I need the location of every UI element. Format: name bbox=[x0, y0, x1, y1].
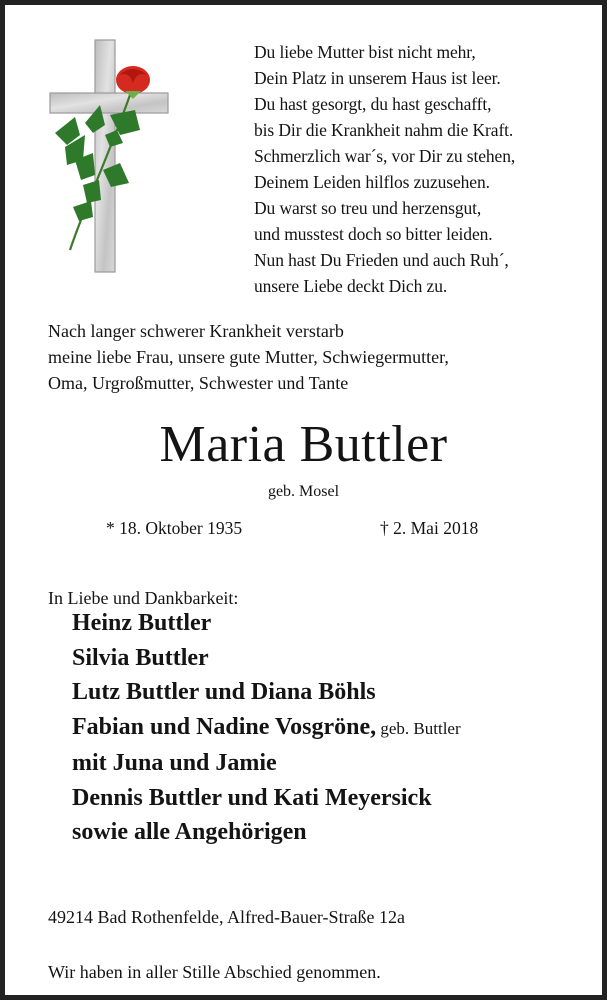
cross-with-rose-icon bbox=[45, 35, 175, 275]
family-member bbox=[72, 815, 461, 850]
family-member bbox=[72, 606, 461, 641]
poem-line: Schmerzlich war´s, vor Dir zu stehen, bbox=[254, 146, 516, 166]
family-list bbox=[72, 606, 461, 850]
family-member-name: Lutz Buttler und Diana Böhls bbox=[72, 679, 376, 705]
intro-text bbox=[48, 318, 449, 396]
death-date: † 2. Mai 2018 bbox=[380, 518, 479, 538]
family-member bbox=[72, 641, 461, 676]
poem-line: unsere Liebe deckt Dich zu. bbox=[254, 276, 448, 296]
poem bbox=[254, 39, 515, 299]
family-member bbox=[72, 746, 461, 781]
poem-line: Du hast gesorgt, du hast geschafft, bbox=[254, 94, 492, 114]
intro-line: Oma, Urgroßmutter, Schwester und Tante bbox=[48, 373, 349, 393]
family-member-name: Fabian und Nadine Vosgröne, bbox=[72, 713, 377, 740]
family-member bbox=[72, 710, 461, 747]
intro-line: meine liebe Frau, unsere gute Mutter, Schwiegermutter, bbox=[48, 347, 449, 367]
poem-line: Du liebe Mutter bist nicht mehr, bbox=[254, 42, 476, 62]
poem-line: Du warst so treu und herzensgut, bbox=[254, 198, 482, 218]
thanks-label: In Liebe und Dankbarkeit: bbox=[48, 588, 239, 608]
poem-line: und musstest doch so bitter leiden. bbox=[254, 224, 493, 244]
family-member-name: Silvia Buttler bbox=[72, 644, 209, 671]
family-member bbox=[72, 781, 461, 816]
poem-line: Dein Platz in unserem Haus ist leer. bbox=[254, 68, 501, 88]
closing-text: Wir haben in aller Stille Abschied genommen. bbox=[48, 962, 381, 982]
maiden-name: geb. Mosel bbox=[267, 483, 340, 500]
family-member bbox=[72, 675, 461, 710]
family-member-name: sowie alle Angehörigen bbox=[72, 819, 307, 845]
family-member-name: mit Juna und Jamie bbox=[72, 750, 277, 776]
poem-line: Nun hast Du Frieden und auch Ruh´, bbox=[254, 250, 509, 270]
poem-line: bis Dir die Krankheit nahm die Kraft. bbox=[254, 120, 514, 140]
birth-date: * 18. Oktober 1935 bbox=[106, 518, 243, 538]
family-member-name: Heinz Buttler bbox=[72, 610, 212, 636]
poem-line: Deinem Leiden hilflos zuzusehen. bbox=[254, 172, 490, 192]
address: 49214 Bad Rothenfelde, Alfred-Bauer-Straße 12a bbox=[48, 907, 406, 927]
family-member-name: Dennis Buttler und Kati Meyersick bbox=[72, 784, 432, 811]
family-member-note: geb. Buttler bbox=[376, 718, 461, 738]
deceased-name: Maria Buttler bbox=[159, 416, 448, 473]
intro-line: Nach langer schwerer Krankheit verstarb bbox=[48, 321, 344, 341]
